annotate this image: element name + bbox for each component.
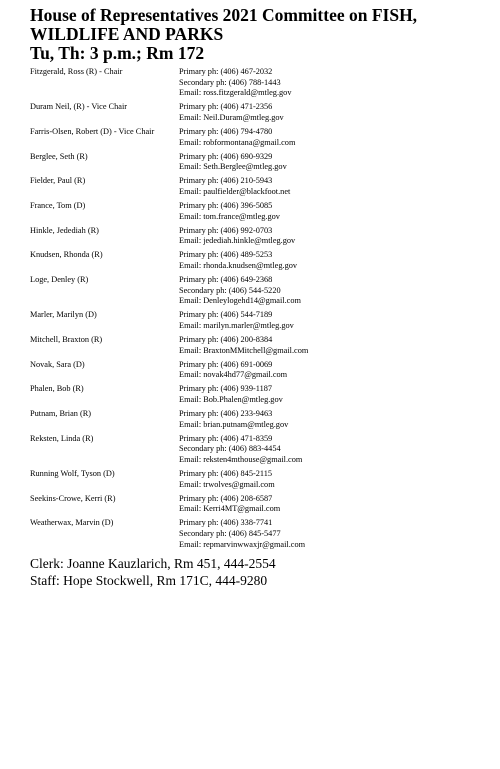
member-email: Email: trwolves@gmail.com [179, 479, 275, 489]
member-email: Email: paulfielder@blackfoot.net [179, 186, 291, 196]
list-item [30, 335, 490, 356]
list-item [30, 494, 490, 515]
member-contacts [179, 201, 490, 222]
member-phone: Secondary ph: (406) 883-4454 [179, 444, 281, 454]
member-email: Email: Denleylogehd14@gmail.com [179, 296, 301, 306]
member-name: Seekins-Crowe, Kerri (R) [30, 493, 116, 503]
member-phone: Secondary ph: (406) 544-5220 [179, 285, 281, 295]
member-name: Weatherwax, Marvin (D) [30, 518, 114, 528]
member-phone: Primary ph: (406) 845-2115 [179, 469, 273, 479]
member-email: Email: Bob.Phalen@mtleg.gov [179, 395, 283, 405]
member-name: Fitzgerald, Ross (R) - Chair [30, 67, 123, 76]
member-contacts [179, 494, 490, 515]
list-item [30, 409, 490, 430]
member-phone: Primary ph: (406) 649-2368 [179, 275, 273, 285]
member-name: Knudsen, Rhonda (R) [30, 250, 103, 260]
member-contacts [179, 310, 490, 331]
member-phone: Primary ph: (406) 396-5085 [179, 201, 273, 211]
list-item [30, 518, 490, 550]
list-item [30, 152, 490, 173]
member-phone: Primary ph: (406) 992-0703 [179, 225, 273, 235]
member-contacts [179, 250, 490, 271]
list-item [30, 434, 490, 466]
member-name: Hinkle, Jedediah (R) [30, 225, 99, 235]
list-item [30, 102, 490, 123]
staff-line: Staff: Hope Stockwell, Rm 171C, 444-9280 [30, 573, 268, 588]
member-phone: Primary ph: (406) 691-0069 [179, 359, 273, 369]
member-phone: Primary ph: (406) 690-9329 [179, 151, 273, 161]
member-phone: Secondary ph: (406) 845-5477 [179, 529, 281, 539]
member-email: Email: brian.putnam@mtleg.gov [179, 419, 289, 429]
list-item [30, 226, 490, 247]
member-contacts [179, 176, 490, 197]
member-phone: Secondary ph: (406) 788-1443 [179, 77, 281, 87]
member-email: Email: Neil.Duram@mtleg.gov [179, 112, 284, 122]
page-title-line-2: WILDLIFE AND PARKS [30, 24, 224, 44]
member-email: Email: BraxtonMMitchell@gmail.com [179, 345, 309, 355]
member-email: Email: jedediah.hinkle@mtleg.gov [179, 236, 296, 246]
member-name: Marler, Marilyn (D) [30, 310, 97, 320]
member-email: Email: repmarvinwwaxjr@gmail.com [179, 539, 306, 549]
list-item [30, 310, 490, 331]
member-phone: Primary ph: (406) 489-5253 [179, 250, 273, 260]
list-item [30, 201, 490, 222]
member-phone: Primary ph: (406) 471-8359 [179, 433, 273, 443]
member-contacts [179, 360, 490, 381]
member-phone: Primary ph: (406) 200-8384 [179, 335, 273, 345]
member-contacts [179, 518, 490, 550]
member-name: Phalen, Bob (R) [30, 384, 84, 394]
member-phone: Primary ph: (406) 467-2032 [179, 67, 273, 76]
member-name: Reksten, Linda (R) [30, 433, 94, 443]
member-phone: Primary ph: (406) 544-7189 [179, 310, 273, 320]
page-title-line-1: House of Representatives 2021 Committee on FISH, [30, 5, 418, 25]
list-item [30, 360, 490, 381]
member-phone: Primary ph: (406) 208-6587 [179, 493, 273, 503]
document-footer [30, 555, 490, 589]
member-contacts [179, 127, 490, 148]
member-name: Novak, Sara (D) [30, 359, 85, 369]
member-name: Berglee, Seth (R) [30, 151, 88, 161]
member-contacts [179, 409, 490, 430]
member-name: Mitchell, Braxton (R) [30, 335, 103, 345]
member-name: Loge, Denley (R) [30, 275, 89, 285]
member-email: Email: novak4hd77@gmail.com [179, 370, 288, 380]
member-name: Fielder, Paul (R) [30, 176, 86, 186]
member-contacts [179, 434, 490, 466]
member-email: Email: ross.fitzgerald@mtleg.gov [179, 88, 292, 98]
member-name: Running Wolf, Tyson (D) [30, 469, 115, 479]
member-phone: Primary ph: (406) 338-7741 [179, 518, 273, 528]
member-name: Putnam, Brian (R) [30, 409, 92, 419]
member-list [30, 67, 490, 554]
document-header [30, 6, 490, 63]
member-email: Email: rhonda.knudsen@mtleg.gov [179, 261, 298, 270]
clerk-line: Clerk: Joanne Kauzlarich, Rm 451, 444-2554 [30, 556, 276, 571]
member-email: Email: marilyn.marler@mtleg.gov [179, 320, 294, 330]
member-name: Farris-Olsen, Robert (D) - Vice Chair [30, 126, 155, 136]
list-item [30, 250, 490, 271]
member-name: Duram Neil, (R) - Vice Chair [30, 102, 128, 112]
member-email: Email: tom.france@mtleg.gov [179, 211, 280, 221]
list-item [30, 127, 490, 148]
member-contacts [179, 152, 490, 173]
list-item [30, 275, 490, 307]
member-phone: Primary ph: (406) 794-4780 [179, 126, 273, 136]
list-item [30, 67, 490, 99]
member-email: Email: reksten4mthouse@gmail.com [179, 455, 303, 464]
member-contacts [179, 102, 490, 123]
list-item [30, 176, 490, 197]
member-email: Email: Kerri4MT@gmail.com [179, 504, 281, 514]
member-contacts [179, 67, 490, 99]
member-email: Email: robformontana@gmail.com [179, 137, 296, 147]
member-phone: Primary ph: (406) 210-5943 [179, 176, 273, 186]
member-contacts [179, 275, 490, 307]
member-email: Email: Seth.Berglee@mtleg.gov [179, 162, 287, 172]
meeting-schedule: Tu, Th: 3 p.m.; Rm 172 [30, 43, 205, 63]
list-item [30, 384, 490, 405]
member-phone: Primary ph: (406) 471-2356 [179, 102, 273, 112]
member-contacts [179, 226, 490, 247]
member-contacts [179, 469, 490, 490]
member-contacts [179, 384, 490, 405]
list-item [30, 469, 490, 490]
member-contacts [179, 335, 490, 356]
member-phone: Primary ph: (406) 233-9463 [179, 409, 273, 419]
member-phone: Primary ph: (406) 939-1187 [179, 384, 273, 394]
member-name: France, Tom (D) [30, 201, 86, 211]
